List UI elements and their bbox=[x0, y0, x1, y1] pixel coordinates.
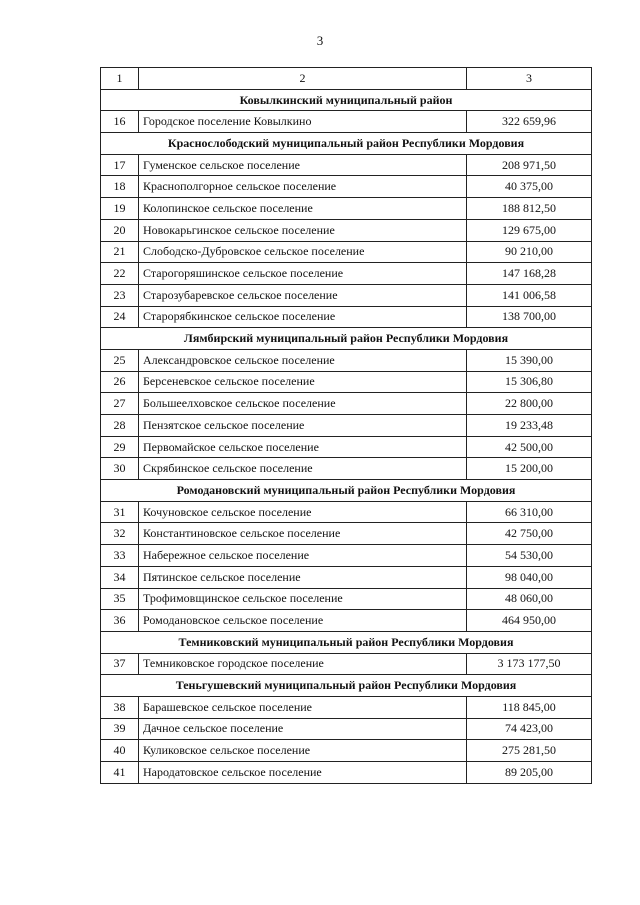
row-value: 22 800,00 bbox=[467, 393, 592, 415]
table-row bbox=[101, 545, 592, 567]
table-row bbox=[101, 740, 592, 762]
table-row bbox=[101, 154, 592, 176]
row-value: 129 675,00 bbox=[467, 219, 592, 241]
table-row bbox=[101, 458, 592, 480]
row-number: 25 bbox=[101, 349, 139, 371]
row-number: 16 bbox=[101, 111, 139, 133]
row-value: 15 200,00 bbox=[467, 458, 592, 480]
row-name: Ромодановское сельское поселение bbox=[139, 610, 467, 632]
section-title: Темниковский муниципальный район Республики Мордовия bbox=[101, 631, 592, 653]
row-value: 3 173 177,50 bbox=[467, 653, 592, 675]
row-number: 18 bbox=[101, 176, 139, 198]
row-number: 36 bbox=[101, 610, 139, 632]
row-number: 35 bbox=[101, 588, 139, 610]
table-row bbox=[101, 241, 592, 263]
table-row bbox=[101, 653, 592, 675]
row-value: 90 210,00 bbox=[467, 241, 592, 263]
row-name: Куликовское сельское поселение bbox=[139, 740, 467, 762]
allocation-table bbox=[100, 67, 592, 784]
row-name: Первомайское сельское поселение bbox=[139, 436, 467, 458]
table-row bbox=[101, 523, 592, 545]
row-number: 26 bbox=[101, 371, 139, 393]
row-name: Константиновское сельское поселение bbox=[139, 523, 467, 545]
section-title: Теньгушевский муниципальный район Республики Мордовия bbox=[101, 675, 592, 697]
row-name: Колопинское сельское поселение bbox=[139, 198, 467, 220]
section-title: Ромодановский муниципальный район Республики Мордовия bbox=[101, 480, 592, 502]
section-header-row bbox=[101, 89, 592, 111]
row-value: 188 812,50 bbox=[467, 198, 592, 220]
row-number: 27 bbox=[101, 393, 139, 415]
row-number: 40 bbox=[101, 740, 139, 762]
section-title: Краснослободский муниципальный район Республики Мордовия bbox=[101, 133, 592, 155]
table-row bbox=[101, 393, 592, 415]
row-name: Старорябкинское сельское поселение bbox=[139, 306, 467, 328]
row-value: 275 281,50 bbox=[467, 740, 592, 762]
row-value: 322 659,96 bbox=[467, 111, 592, 133]
row-number: 21 bbox=[101, 241, 139, 263]
row-number: 30 bbox=[101, 458, 139, 480]
table-row bbox=[101, 501, 592, 523]
row-value: 15 390,00 bbox=[467, 349, 592, 371]
page-number: 3 bbox=[316, 33, 324, 48]
row-name: Новокарьгинское сельское поселение bbox=[139, 219, 467, 241]
row-name: Скрябинское сельское поселение bbox=[139, 458, 467, 480]
table-row bbox=[101, 436, 592, 458]
row-name: Старогоряшинское сельское поселение bbox=[139, 263, 467, 285]
row-value: 48 060,00 bbox=[467, 588, 592, 610]
row-number: 37 bbox=[101, 653, 139, 675]
section-title: Ковылкинский муниципальный район bbox=[101, 89, 592, 111]
header-col-number: 1 bbox=[101, 68, 139, 90]
row-name: Старозубаревское сельское поселение bbox=[139, 284, 467, 306]
section-header-row bbox=[101, 480, 592, 502]
row-name: Темниковское городское поселение bbox=[139, 653, 467, 675]
row-name: Краснополгорное сельское поселение bbox=[139, 176, 467, 198]
table-row bbox=[101, 263, 592, 285]
row-number: 28 bbox=[101, 415, 139, 437]
row-number: 39 bbox=[101, 718, 139, 740]
table-body bbox=[101, 68, 592, 784]
table-row bbox=[101, 111, 592, 133]
table-row bbox=[101, 349, 592, 371]
row-name: Народатовское сельское поселение bbox=[139, 762, 467, 784]
section-header-row bbox=[101, 133, 592, 155]
row-value: 15 306,80 bbox=[467, 371, 592, 393]
row-name: Дачное сельское поселение bbox=[139, 718, 467, 740]
row-name: Слободско-Дубровское сельское поселение bbox=[139, 241, 467, 263]
row-value: 138 700,00 bbox=[467, 306, 592, 328]
row-name: Пензятское сельское поселение bbox=[139, 415, 467, 437]
table-row bbox=[101, 176, 592, 198]
row-number: 33 bbox=[101, 545, 139, 567]
table-row bbox=[101, 371, 592, 393]
row-value: 42 500,00 bbox=[467, 436, 592, 458]
table-row bbox=[101, 696, 592, 718]
section-header-row bbox=[101, 328, 592, 350]
row-number: 20 bbox=[101, 219, 139, 241]
row-value: 19 233,48 bbox=[467, 415, 592, 437]
row-name: Берсеневское сельское поселение bbox=[139, 371, 467, 393]
row-number: 31 bbox=[101, 501, 139, 523]
row-number: 24 bbox=[101, 306, 139, 328]
table-row bbox=[101, 415, 592, 437]
row-value: 118 845,00 bbox=[467, 696, 592, 718]
table-row bbox=[101, 284, 592, 306]
row-number: 32 bbox=[101, 523, 139, 545]
row-value: 98 040,00 bbox=[467, 566, 592, 588]
row-value: 147 168,28 bbox=[467, 263, 592, 285]
row-value: 40 375,00 bbox=[467, 176, 592, 198]
row-value: 66 310,00 bbox=[467, 501, 592, 523]
row-name: Пятинское сельское поселение bbox=[139, 566, 467, 588]
row-value: 54 530,00 bbox=[467, 545, 592, 567]
table-row bbox=[101, 198, 592, 220]
table-row bbox=[101, 718, 592, 740]
row-name: Кочуновское сельское поселение bbox=[139, 501, 467, 523]
row-value: 141 006,58 bbox=[467, 284, 592, 306]
row-value: 464 950,00 bbox=[467, 610, 592, 632]
header-col-value: 3 bbox=[467, 68, 592, 90]
table-row bbox=[101, 588, 592, 610]
row-name: Большеелховское сельское поселение bbox=[139, 393, 467, 415]
section-header-row bbox=[101, 675, 592, 697]
row-number: 22 bbox=[101, 263, 139, 285]
row-name: Александровское сельское поселение bbox=[139, 349, 467, 371]
table-row bbox=[101, 566, 592, 588]
row-value: 42 750,00 bbox=[467, 523, 592, 545]
row-number: 41 bbox=[101, 762, 139, 784]
row-name: Трофимовщинское сельское поселение bbox=[139, 588, 467, 610]
row-name: Набережное сельское поселение bbox=[139, 545, 467, 567]
table-row bbox=[101, 219, 592, 241]
row-name: Гуменское сельское поселение bbox=[139, 154, 467, 176]
table-row bbox=[101, 610, 592, 632]
row-number: 29 bbox=[101, 436, 139, 458]
row-value: 208 971,50 bbox=[467, 154, 592, 176]
row-number: 19 bbox=[101, 198, 139, 220]
row-value: 89 205,00 bbox=[467, 762, 592, 784]
section-header-row bbox=[101, 631, 592, 653]
row-number: 38 bbox=[101, 696, 139, 718]
table-header-row bbox=[101, 68, 592, 90]
row-value: 74 423,00 bbox=[467, 718, 592, 740]
row-number: 34 bbox=[101, 566, 139, 588]
header-col-name: 2 bbox=[139, 68, 467, 90]
section-title: Лямбирский муниципальный район Республики Мордовия bbox=[101, 328, 592, 350]
row-name: Городское поселение Ковылкино bbox=[139, 111, 467, 133]
table-row bbox=[101, 762, 592, 784]
table-row bbox=[101, 306, 592, 328]
row-number: 23 bbox=[101, 284, 139, 306]
row-name: Барашевское сельское поселение bbox=[139, 696, 467, 718]
row-number: 17 bbox=[101, 154, 139, 176]
